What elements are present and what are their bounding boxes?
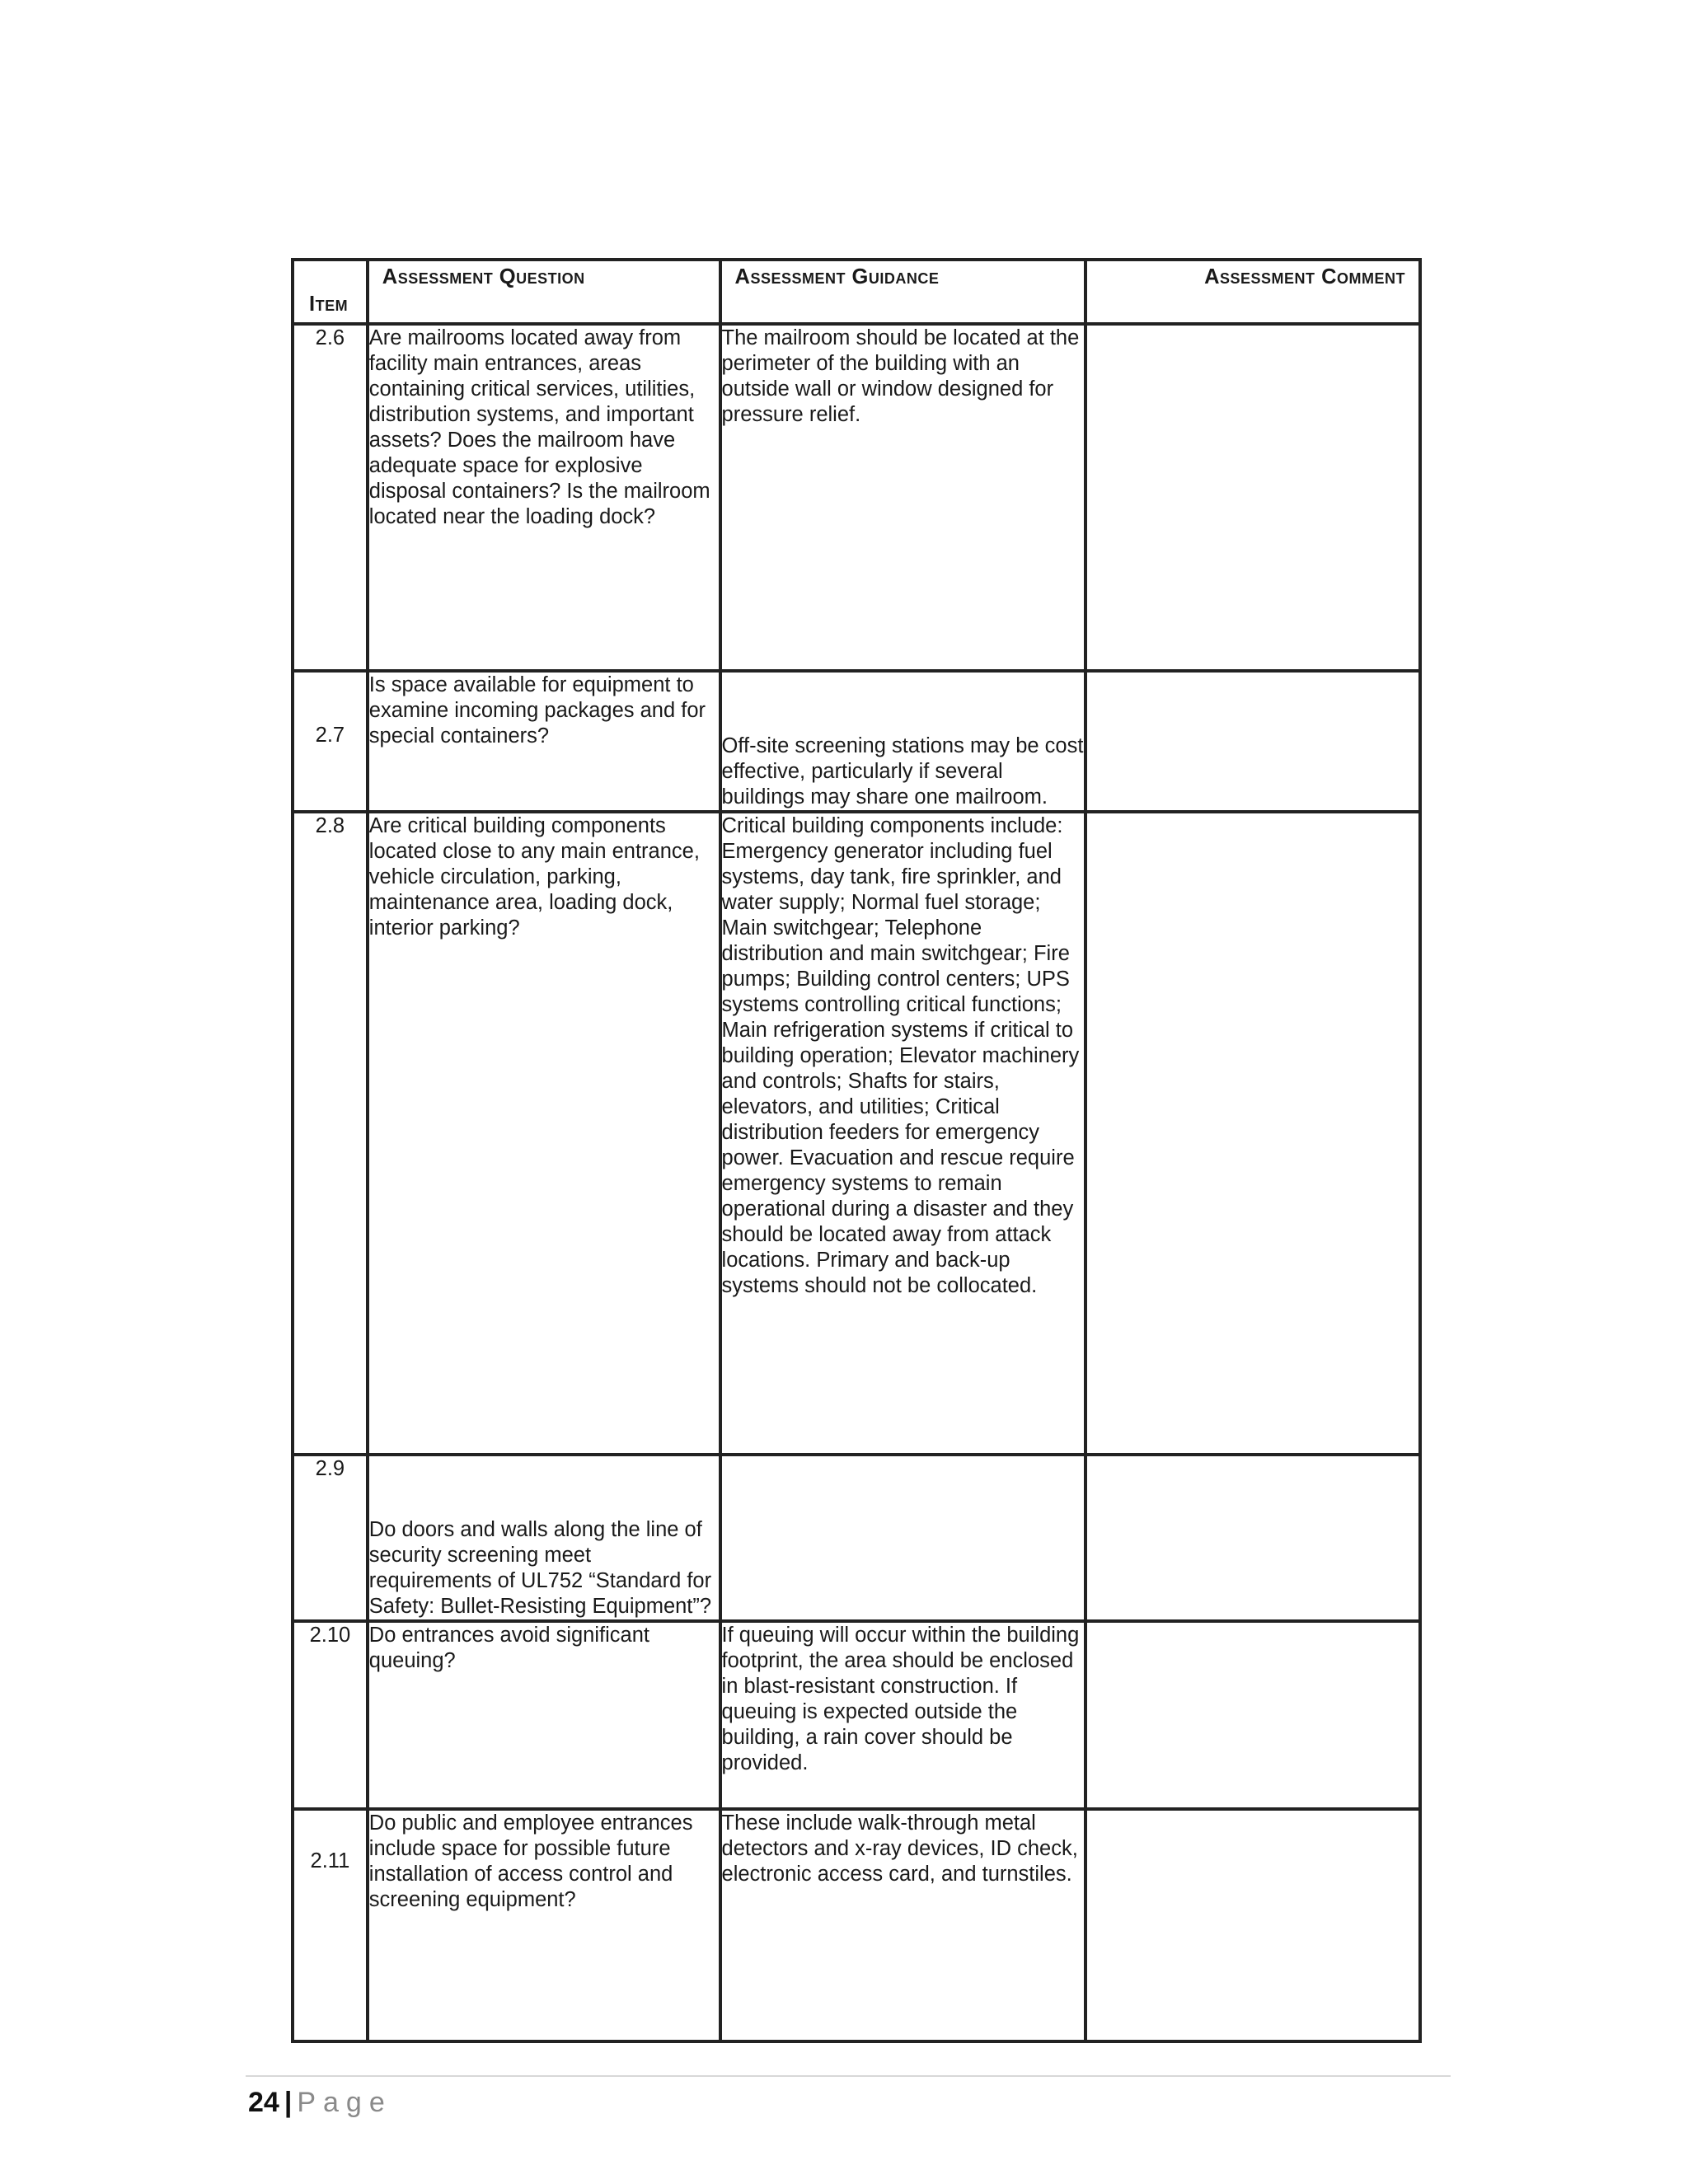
comment-cell[interactable] <box>1085 671 1420 812</box>
comment-cell[interactable] <box>1085 1809 1420 2041</box>
question-cell: Are critical building components located close to any main entrance, vehicle circulation, parking, maintenance area, loading dock, interior parking? <box>368 812 720 1455</box>
table-row <box>293 1621 1420 1809</box>
item-number: 2.9 <box>293 1455 368 1621</box>
page-footer <box>248 2086 392 2119</box>
page-number: 24 <box>248 2087 279 2118</box>
item-number: 2.11 <box>293 1809 368 2041</box>
footer-separator: | <box>284 2087 293 2118</box>
header-question: Assessment Question <box>368 260 720 324</box>
guidance-cell: The mailroom should be located at the perimeter of the building with an outside wall or window designed for pressure relief. <box>720 324 1086 671</box>
item-number: 2.7 <box>293 671 368 812</box>
item-number: 2.8 <box>293 812 368 1455</box>
question-cell: Do public and employee entrances include space for possible future installation of access control and screening equipment? <box>368 1809 720 2041</box>
header-guidance: Assessment Guidance <box>720 260 1086 324</box>
question-cell: Are mailrooms located away from facility main entrances, areas containing critical services, utilities, distribution systems, and important assets? Does the mailroom have adequate space for explosive disposal containers? Is the mailroom located near the loading dock? <box>368 324 720 671</box>
comment-cell[interactable] <box>1085 1455 1420 1621</box>
comment-cell[interactable] <box>1085 1621 1420 1809</box>
page-label: Page <box>297 2087 392 2118</box>
guidance-cell: Critical building components include: Emergency generator including fuel systems, day tank, fire sprinkler, and water supply; Normal fuel storage; Main switchgear; Telephone distribution and main switchgear; Fire pumps; Building control centers; UPS systems controlling critical functions; Main refrigeration systems if critical to building operation; Elevator machinery and controls; Shafts for stairs, elevators, and utilities; Critical distribution feeders for emergency power. Evacuation and rescue require emergency systems to remain operational during a disaster and they should be located away from attack locations. Primary and back-up systems should not be collocated. <box>720 812 1086 1455</box>
comment-cell[interactable] <box>1085 324 1420 671</box>
guidance-cell <box>720 1455 1086 1621</box>
item-number: 2.10 <box>293 1621 368 1809</box>
table-row <box>293 1455 1420 1621</box>
footer-divider <box>246 2075 1451 2077</box>
guidance-cell: Off-site screening stations may be cost effective, particularly if several buildings may share one mailroom. <box>720 671 1086 812</box>
question-cell: Do doors and walls along the line of security screening meet requirements of UL752 “Standard for Safety: Bullet-Resisting Equipment”? <box>368 1455 720 1621</box>
question-cell: Do entrances avoid significant queuing? <box>368 1621 720 1809</box>
table-row <box>293 812 1420 1455</box>
assessment-table <box>291 258 1422 2043</box>
header-row <box>293 260 1420 324</box>
table-row <box>293 1809 1420 2041</box>
item-number: 2.6 <box>293 324 368 671</box>
header-comment: Assessment Comment <box>1085 260 1420 324</box>
header-item: Item <box>293 260 368 324</box>
comment-cell[interactable] <box>1085 812 1420 1455</box>
guidance-cell: If queuing will occur within the building footprint, the area should be enclosed in blast-resistant construction. If queuing is expected outside the building, a rain cover should be provided. <box>720 1621 1086 1809</box>
table-row <box>293 671 1420 812</box>
guidance-cell: These include walk-through metal detectors and x-ray devices, ID check, electronic access card, and turnstiles. <box>720 1809 1086 2041</box>
question-cell: Is space available for equipment to examine incoming packages and for special containers? <box>368 671 720 812</box>
table-row <box>293 324 1420 671</box>
